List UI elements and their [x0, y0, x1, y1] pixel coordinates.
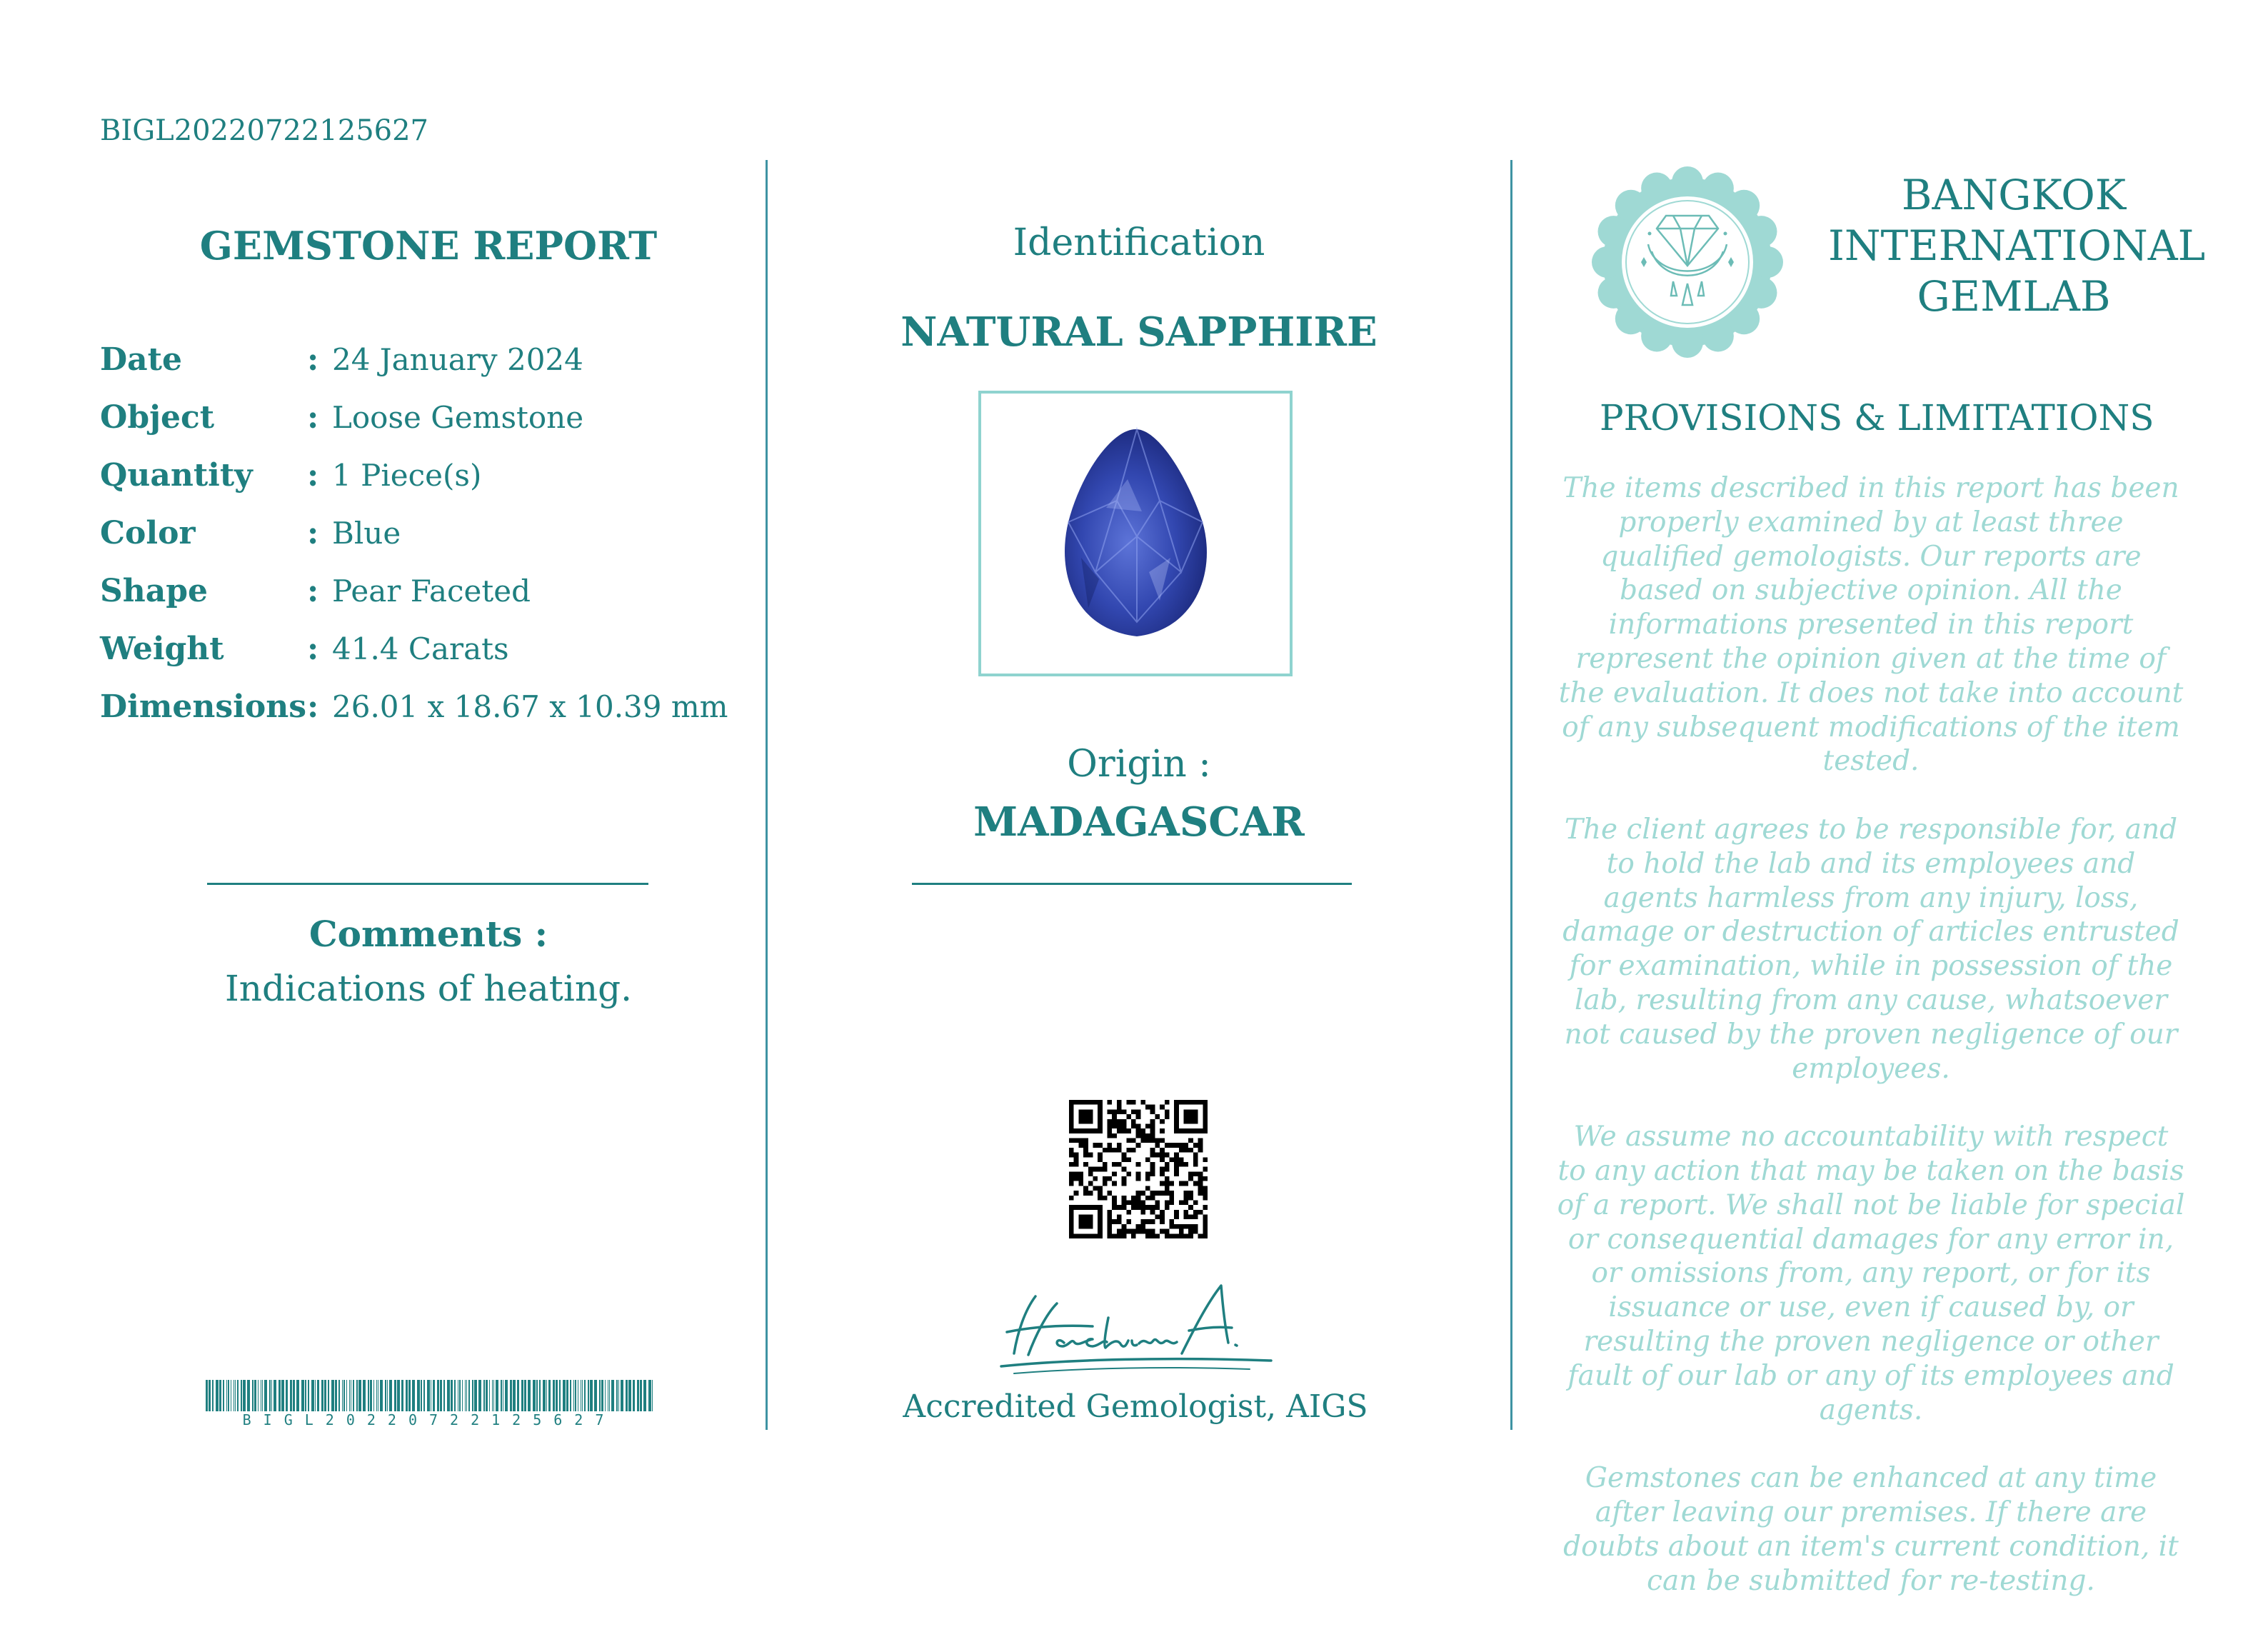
origin-value: MADAGASCAR [973, 799, 1305, 846]
barcode-icon [206, 1380, 653, 1411]
detail-separator: : [307, 689, 319, 725]
lab-name-line: INTERNATIONAL [1828, 221, 2206, 270]
detail-label: Dimensions [100, 689, 307, 725]
identification-value: NATURAL SAPPHIRE [900, 309, 1378, 356]
detail-label: Quantity [100, 457, 253, 494]
detail-value: 1 Piece(s) [332, 458, 482, 493]
detail-row-object [100, 399, 743, 457]
detail-row-shape [100, 573, 743, 631]
detail-label: Date [100, 341, 182, 378]
detail-row-dimensions [100, 689, 743, 746]
identification-label: Identification [1013, 221, 1265, 264]
comments-divider [207, 883, 648, 885]
provisions-paragraph: Gemstones can be enhanced at any time after leaving our premises. If there are doubts about an item's current condition, it can be submitted for re-testing. [1563, 1462, 2179, 1597]
detail-row-color [100, 515, 743, 573]
qr-code-icon [1069, 1100, 1208, 1238]
provisions-paragraph: The client agrees to be responsible for, and to hold the lab and its employees and agents harmless from any injury, loss, damage or destruction of articles entrusted for examination, while in possession of the lab, resulting from any cause, whatsoever not caused by the proven negligence of our employees. [1562, 813, 2179, 1085]
report-title: GEMSTONE REPORT [199, 223, 658, 269]
detail-separator: : [307, 573, 319, 609]
report-number: BIGL20220722125627 [100, 114, 428, 147]
detail-value: Loose Gemstone [332, 400, 584, 435]
provisions-title: PROVISIONS & LIMITATIONS [1600, 397, 2154, 439]
detail-value: Pear Faceted [332, 574, 531, 609]
origin-divider [912, 883, 1352, 885]
detail-row-weight [100, 631, 743, 689]
detail-value: 41.4 Carats [332, 631, 509, 666]
signer-title: Accredited Gemologist, AIGS [903, 1388, 1368, 1425]
origin-label: Origin : [1067, 743, 1211, 786]
detail-label: Weight [100, 631, 224, 667]
detail-separator: : [307, 341, 319, 378]
detail-row-date [100, 341, 743, 399]
detail-value: 26.01 x 18.67 x 10.39 mm [332, 689, 728, 724]
lab-name-line: GEMLAB [1917, 272, 2111, 321]
detail-separator: : [307, 515, 319, 551]
provisions-paragraph: The items described in this report has been properly examined by at least three qualified gemologists. Our reports are based on subjective opinion. All the informations presented in this report represent the opinion given at the time of the evaluation. It does not take into account of any subsequent modifications of the item tested. [1558, 472, 2184, 778]
detail-separator: : [307, 399, 319, 436]
detail-row-quantity [100, 457, 743, 515]
comments-label: Comments : [308, 913, 548, 955]
gem-photo-frame [978, 391, 1293, 676]
detail-value: Blue [332, 516, 401, 551]
detail-separator: : [307, 631, 319, 667]
lab-name [1828, 170, 2206, 322]
lab-seal-icon [1591, 166, 1784, 359]
lab-name-line: BANGKOK [1901, 171, 2127, 219]
barcode-text: BIGL20220722125627 [242, 1411, 616, 1428]
comments-text: Indications of heating. [225, 968, 632, 1009]
sapphire-gem-image [981, 394, 1290, 674]
provisions-text [1557, 471, 2185, 1632]
detail-label: Color [100, 515, 196, 551]
detail-label: Object [100, 399, 215, 436]
provisions-paragraph: We assume no accountability with respect to any action that may be taken on the basis of a report. We shall not be liable for special or consequential damages for any error in, or omissions from, any report, or for its issuance or use, even if caused by, or resulting the proven negligence or other fault of our lab or any of its employees and agents. [1557, 1121, 2185, 1426]
signature-image [985, 1275, 1285, 1378]
detail-separator: : [307, 457, 319, 494]
detail-value: 24 January 2024 [332, 342, 583, 377]
details-list [100, 341, 743, 746]
detail-label: Shape [100, 573, 209, 609]
